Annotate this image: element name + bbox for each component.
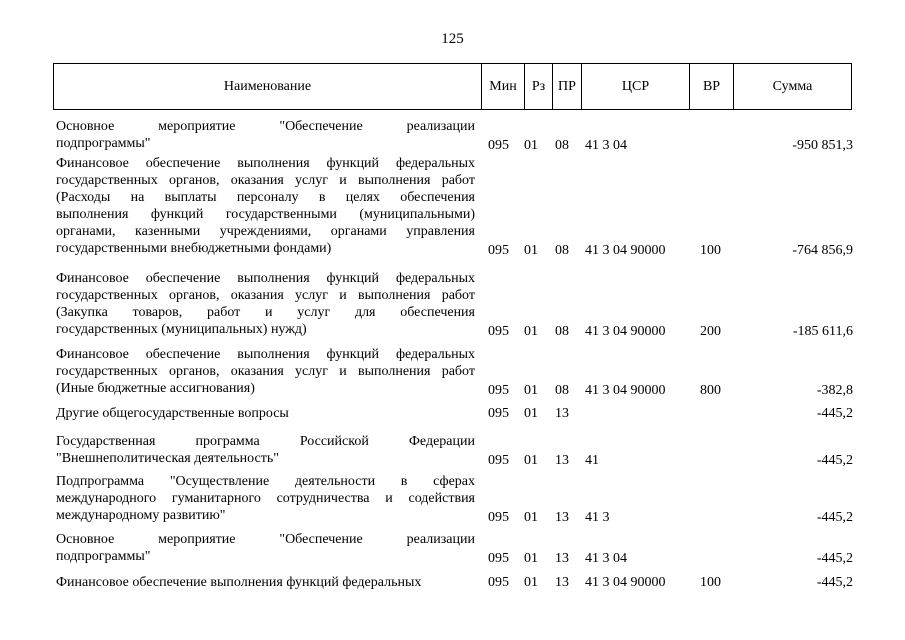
cell-csr: 41 3 04 90000 — [585, 383, 666, 398]
row-name-line: Основное мероприятие "Обеспечение реализации — [56, 532, 475, 547]
cell-rz: 01 — [524, 406, 538, 421]
row-name-line: государственных органов, оказания услуг и выполнения работ — [56, 364, 475, 379]
header-rz: Рз — [525, 64, 553, 109]
cell-rz: 01 — [524, 575, 538, 590]
row-name-line: (Иные бюджетные ассигнования) — [56, 381, 255, 396]
cell-pr: 08 — [555, 138, 569, 153]
row-name-line: государственных органов, оказания услуг и выполнения работ — [56, 173, 475, 188]
row-name-line: международного гуманитарного сотрудничества и содействия — [56, 491, 475, 506]
cell-pr: 13 — [555, 510, 569, 525]
cell-min: 095 — [488, 406, 509, 421]
cell-min: 095 — [488, 510, 509, 525]
header-min: Мин — [482, 64, 525, 109]
row-name-line: государственных органов, оказания услуг и выполнения работ — [56, 288, 475, 303]
header-vr: ВР — [690, 64, 734, 109]
cell-rz: 01 — [524, 383, 538, 398]
cell-sum: -445,2 — [816, 551, 853, 566]
table-header — [53, 63, 852, 110]
row-name — [56, 118, 475, 152]
row-name-line: Другие общегосударственные вопросы — [56, 406, 289, 421]
cell-sum: -764 856,9 — [792, 243, 853, 258]
cell-rz: 01 — [524, 324, 538, 339]
cell-min: 095 — [488, 453, 509, 468]
row-name-line: выполнения функций государственными (муниципальными) — [56, 207, 475, 222]
row-name-line: органами, казенными учреждениями, органами управления — [56, 224, 475, 239]
cell-min: 095 — [488, 383, 509, 398]
row-name-line: государственными внебюджетными фондами) — [56, 241, 332, 256]
header-sum: Сумма — [772, 78, 813, 94]
cell-sum: -950 851,3 — [792, 138, 853, 153]
cell-vr: 100 — [700, 575, 721, 590]
cell-csr: 41 3 04 90000 — [585, 575, 666, 590]
row-name-line: Государственная программа Российской Федерации — [56, 434, 475, 449]
cell-vr: 800 — [700, 383, 721, 398]
row-name — [56, 270, 475, 338]
row-name-line: Основное мероприятие "Обеспечение реализации — [56, 119, 475, 134]
row-name — [56, 531, 475, 565]
cell-min: 095 — [488, 138, 509, 153]
cell-pr: 13 — [555, 551, 569, 566]
cell-csr: 41 3 — [585, 510, 610, 525]
cell-pr: 08 — [555, 324, 569, 339]
cell-min: 095 — [488, 324, 509, 339]
row-name-line: "Внешнеполитическая деятельность" — [56, 451, 279, 466]
cell-pr: 08 — [555, 383, 569, 398]
cell-rz: 01 — [524, 138, 538, 153]
cell-sum: -445,2 — [816, 575, 853, 590]
header-name: Наименование — [54, 64, 482, 109]
cell-pr: 13 — [555, 406, 569, 421]
page-number: 125 — [441, 31, 464, 47]
row-name-line: (Закупка товаров, работ и услуг для обеспечения — [56, 305, 475, 320]
cell-sum: -445,2 — [816, 510, 853, 525]
row-name-line: (Расходы на выплаты персоналу в целях обеспечения — [56, 190, 475, 205]
cell-csr: 41 3 04 — [585, 138, 627, 153]
cell-csr: 41 3 04 90000 — [585, 324, 666, 339]
row-name — [56, 346, 475, 397]
cell-sum: -382,8 — [816, 383, 853, 398]
row-name-line: Подпрограмма "Осуществление деятельности в сферах — [56, 474, 475, 489]
cell-vr: 200 — [700, 324, 721, 339]
cell-pr: 13 — [555, 575, 569, 590]
cell-min: 095 — [488, 575, 509, 590]
row-name-line: Финансовое обеспечение выполнения функций федеральных — [56, 347, 475, 362]
cell-pr: 13 — [555, 453, 569, 468]
cell-sum: -445,2 — [816, 453, 853, 468]
header-pr: ПР — [553, 64, 582, 109]
cell-sum: -445,2 — [816, 406, 853, 421]
row-name — [56, 473, 475, 524]
row-name — [56, 574, 475, 591]
row-name-line: подпрограммы" — [56, 136, 151, 151]
row-name — [56, 433, 475, 467]
cell-rz: 01 — [524, 243, 538, 258]
row-name-line: государственных (муниципальных) нужд) — [56, 322, 307, 337]
row-name-line: Финансовое обеспечение выполнения функций федеральных — [56, 271, 475, 286]
cell-sum: -185 611,6 — [792, 324, 853, 339]
cell-rz: 01 — [524, 551, 538, 566]
cell-min: 095 — [488, 551, 509, 566]
cell-csr: 41 — [585, 453, 599, 468]
cell-pr: 08 — [555, 243, 569, 258]
row-name — [56, 155, 475, 257]
row-name-line: международному развитию" — [56, 508, 226, 523]
cell-rz: 01 — [524, 453, 538, 468]
cell-rz: 01 — [524, 510, 538, 525]
cell-csr: 41 3 04 90000 — [585, 243, 666, 258]
row-name-line: Финансовое обеспечение выполнения функций федеральных — [56, 575, 422, 590]
cell-vr: 100 — [700, 243, 721, 258]
cell-min: 095 — [488, 243, 509, 258]
header-csr: ЦСР — [582, 64, 690, 109]
cell-csr: 41 3 04 — [585, 551, 627, 566]
row-name — [56, 405, 475, 422]
row-name-line: Финансовое обеспечение выполнения функций федеральных — [56, 156, 475, 171]
row-name-line: подпрограммы" — [56, 549, 151, 564]
